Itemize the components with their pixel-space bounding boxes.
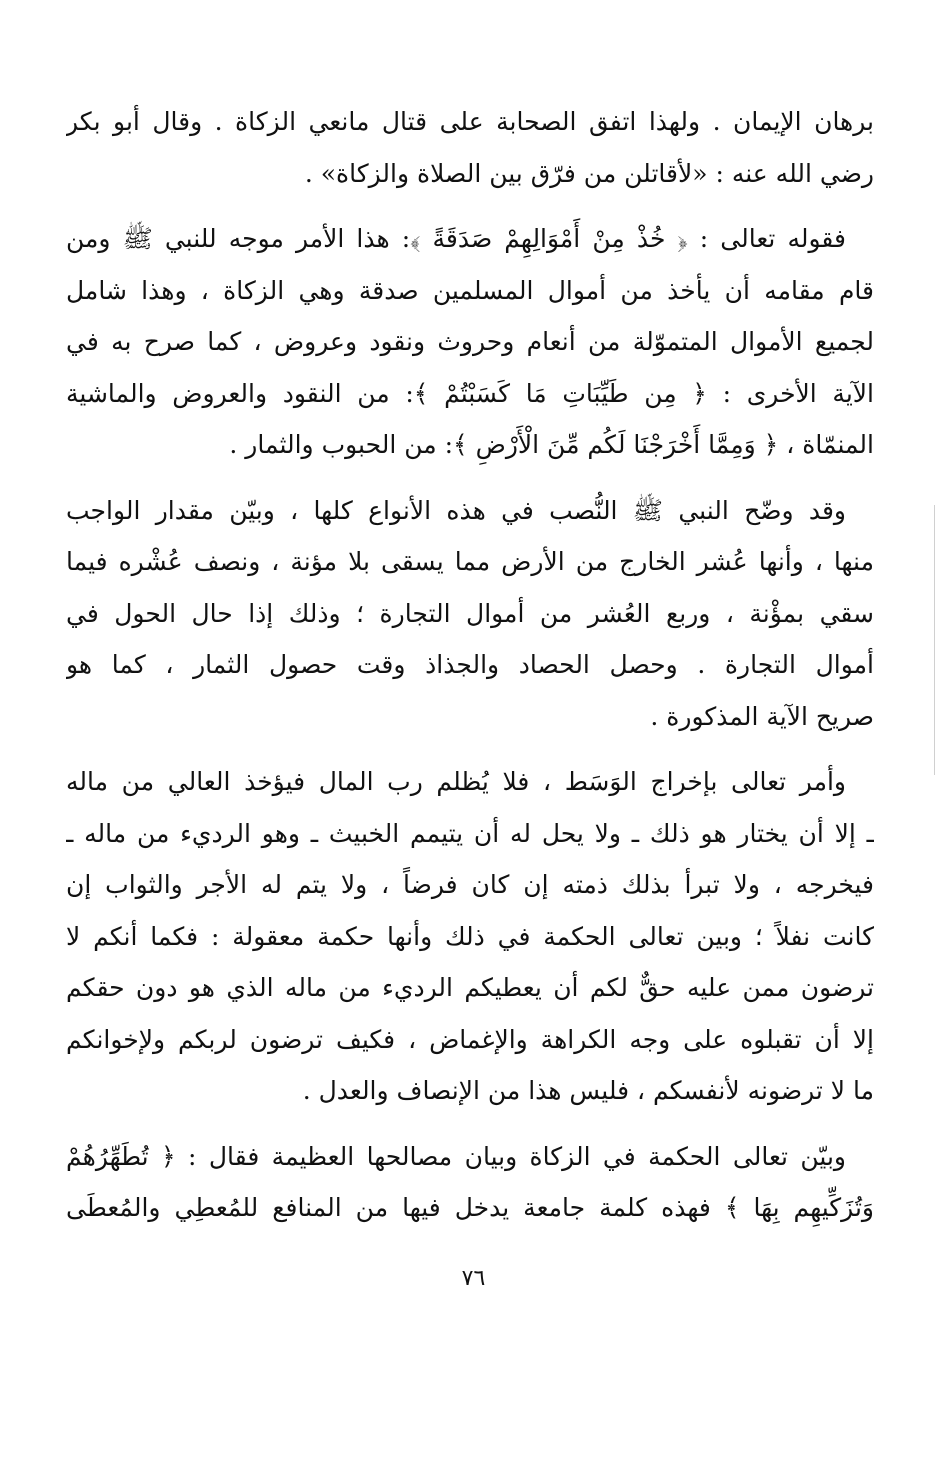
text-line: ـ إلا أن يختار هو ذلك ـ ولا يحل له أن يتيمم الخبيث ـ وهو الرديء من ماله ـ: [66, 818, 874, 848]
text-line: رضي الله عنه : «لأقاتلن من فرّق بين الصلاة والزكاة» .: [304, 158, 874, 188]
paragraph-2: [66, 213, 874, 471]
text-line: كانت نفلاً ؛ وبين تعالى الحكمة في ذلك وأنها حكمة معقولة : فكما أنكم لا: [66, 921, 874, 951]
text-line: سقي بمؤْنة ، وربع العُشر من أموال التجارة ؛ وذلك إذا حال الحول في: [66, 598, 874, 628]
text-line: صريح الآية المذكورة .: [650, 701, 874, 731]
scan-edge-line: [934, 505, 935, 775]
text-line: منها ، وأنها عُشر الخارج من الأرض مما يسقى بلا مؤنة ، ونصف عُشْره فيما: [66, 547, 874, 576]
text-line: فقوله تعالى : ﴿ خُذْ مِنْ أَمْوَالِهِمْ صَدَقَةً ﴾: هذا الأمر موجه للنبي ﷺ ومن: [66, 224, 846, 253]
text-line: وبيّن تعالى الحكمة في الزكاة وبيان مصالحها العظيمة فقال : ﴿ تُطَهِّرُهُمْ: [66, 1141, 846, 1171]
text-line: وقد وضّح النبي ﷺ النُّصب في هذه الأنواع كلها ، وبيّن مقدار الواجب: [66, 495, 846, 525]
text-line: لجميع الأموال المتموّلة من أنعام وحروث ونقود وعروض ، كما صرح به في: [66, 327, 874, 356]
body-text: [66, 96, 874, 1248]
text-line: وَتُزَكِّيهِم بِهَا ﴾ فهذه كلمة جامعة يدخل فيها من المنافع للمُعطِي والمُعطَى: [66, 1193, 874, 1222]
text-line: أموال التجارة . وحصل الحصاد والجذاذ وقت حصول الثمار ، كما هو: [66, 650, 874, 679]
paragraph-1: [66, 96, 874, 199]
paragraph-4: [66, 756, 874, 1117]
paragraph-5: [66, 1131, 874, 1234]
paragraph-3: [66, 485, 874, 743]
text-line: وأمر تعالى بإخراج الوَسَط ، فلا يُظلم رب المال فيؤخذ العالي من ماله: [66, 767, 846, 796]
text-line: فيخرجه ، ولا تبرأ بذلك ذمته إن كان فرضاً ، ولا يتم له الأجر والثواب إن: [66, 870, 874, 899]
page-number: ٧٦: [461, 1266, 486, 1291]
text-line: المنمّاة ، ﴿ وَمِمَّا أَخْرَجْنَا لَكُم مِّنَ الْأَرْضِ ﴾: من الحبوب والثمار .: [229, 430, 874, 459]
text-line: إلا أن تقبلوه على وجه الكراهة والإغماض ، فكيف ترضون لربكم ولإخوانكم: [66, 1024, 874, 1054]
text-line: قام مقامه أن يأخذ من أموال المسلمين صدقة وهي الزكاة ، وهذا شامل: [66, 275, 874, 305]
text-line: الآية الأخرى : ﴿ مِن طَيِّبَاتِ مَا كَسَبْتُمْ ﴾: من النقود والعروض والماشية: [66, 378, 874, 408]
text-line: برهان الإيمان . ولهذا اتفق الصحابة على قتال مانعي الزكاة . وقال أبو بكر: [66, 107, 874, 136]
text-line: ما لا ترضونه لأنفسكم ، فليس هذا من الإنصاف والعدل .: [302, 1076, 874, 1105]
text-line: ترضون ممن عليه حقٌّ لكم أن يعطيكم الرديء من ماله الذي هو دون حقكم: [66, 973, 874, 1002]
